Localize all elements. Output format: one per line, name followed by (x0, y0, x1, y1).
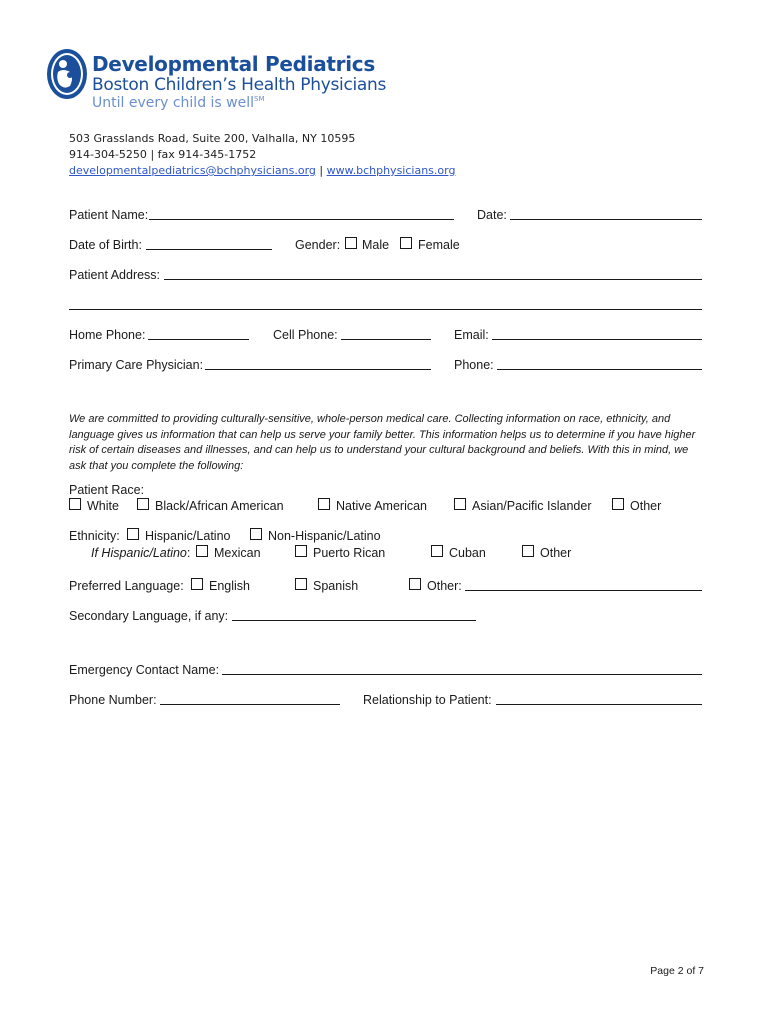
date-field[interactable] (510, 219, 702, 220)
spanish-checkbox[interactable] (295, 578, 307, 590)
female-checkbox[interactable] (400, 237, 412, 249)
language-other-checkbox[interactable] (409, 578, 421, 590)
race-black-checkbox[interactable] (137, 498, 149, 510)
secondary-language-label: Secondary Language, if any: (69, 609, 229, 623)
secondary-language-field[interactable] (232, 620, 476, 621)
clinic-title: Developmental Pediatrics (92, 52, 375, 76)
race-label: Patient Race: (69, 483, 145, 497)
pcp-phone-field[interactable] (497, 369, 702, 370)
email-link[interactable]: developmentalpediatrics@bchphysicians.org (69, 164, 316, 177)
english-checkbox[interactable] (191, 578, 203, 590)
cuban-checkbox[interactable] (431, 545, 443, 557)
puerto-rican-checkbox[interactable] (295, 545, 307, 557)
home-phone-label: Home Phone: (69, 328, 146, 342)
pcp-field[interactable] (205, 369, 431, 370)
address-field-line2[interactable] (69, 309, 702, 310)
ethnicity-other-label: Other (540, 546, 572, 560)
organization-name: Boston Children’s Health Physicians (92, 75, 387, 95)
non-hispanic-label: Non-Hispanic/Latino (268, 529, 381, 543)
pcp-phone-label: Phone: (454, 358, 494, 372)
mexican-checkbox[interactable] (196, 545, 208, 557)
relationship-field[interactable] (496, 704, 702, 705)
email-field[interactable] (492, 339, 702, 340)
bchp-logo-icon (46, 48, 88, 100)
address-field-line1[interactable] (164, 279, 702, 280)
preferred-language-label: Preferred Language: (69, 579, 184, 593)
address-label: Patient Address: (69, 268, 161, 282)
race-asian-label: Asian/Pacific Islander (472, 499, 592, 513)
patient-name-field[interactable] (149, 219, 454, 220)
puerto-rican-label: Puerto Rican (313, 546, 386, 560)
pcp-label: Primary Care Physician: (69, 358, 204, 372)
date-label: Date: (477, 208, 507, 222)
mexican-label: Mexican (214, 546, 261, 560)
race-white-label: White (87, 499, 119, 513)
race-asian-checkbox[interactable] (454, 498, 466, 510)
male-checkbox[interactable] (345, 237, 357, 249)
female-label: Female (418, 238, 460, 252)
contact-block (69, 131, 455, 179)
language-other-label: Other: (427, 579, 462, 593)
race-native-label: Native American (336, 499, 428, 513)
cuban-label: Cuban (449, 546, 486, 560)
gender-label: Gender: (295, 238, 341, 252)
patient-name-label: Patient Name: (69, 208, 149, 222)
email-label: Email: (454, 328, 489, 342)
intro-paragraph: We are committed to providing culturally-sensitive, whole-person medical care. Collecting information on race, ethnicity, and language gives us information that can help us serve your family better. This information helps us to determine if you have higher risk of certain diseases and illnesses, and can help us to understand your cultural background and beliefs. With this in mind, we ask that you complete the following: (69, 413, 696, 472)
relationship-label: Relationship to Patient: (363, 693, 492, 707)
language-other-field[interactable] (465, 590, 702, 591)
hispanic-label: Hispanic/Latino (145, 529, 231, 543)
cell-phone-label: Cell Phone: (273, 328, 338, 342)
race-native-checkbox[interactable] (318, 498, 330, 510)
dob-field[interactable] (146, 249, 272, 250)
home-phone-field[interactable] (148, 339, 249, 340)
ethnicity-label: Ethnicity: (69, 529, 120, 543)
emergency-phone-field[interactable] (160, 704, 340, 705)
website-link[interactable]: www.bchphysicians.org (326, 164, 456, 177)
hispanic-checkbox[interactable] (127, 528, 139, 540)
english-label: English (209, 579, 250, 593)
if-hispanic-label: If Hispanic/Latino: (91, 546, 191, 560)
page-number: Page 2 of 7 (650, 965, 704, 977)
tagline: Until every child is well℠ (92, 95, 265, 111)
race-white-checkbox[interactable] (69, 498, 81, 510)
street-address: 503 Grasslands Road, Suite 200, Valhalla, NY 10595 (69, 132, 356, 145)
non-hispanic-checkbox[interactable] (250, 528, 262, 540)
emergency-contact-field[interactable] (222, 674, 702, 675)
cell-phone-field[interactable] (341, 339, 431, 340)
emergency-phone-label: Phone Number: (69, 693, 157, 707)
ethnicity-other-checkbox[interactable] (522, 545, 534, 557)
dob-label: Date of Birth: (69, 238, 142, 252)
race-other-label: Other (630, 499, 662, 513)
spanish-label: Spanish (313, 579, 359, 593)
male-label: Male (362, 238, 390, 252)
emergency-contact-label: Emergency Contact Name: (69, 663, 220, 677)
phone-fax-line: 914-304-5250 | fax 914-345-1752 (69, 148, 257, 161)
race-black-label: Black/African American (155, 499, 284, 513)
race-other-checkbox[interactable] (612, 498, 624, 510)
web-links: developmentalpediatrics@bchphysicians.org | www.bchphysicians.org (69, 164, 456, 177)
